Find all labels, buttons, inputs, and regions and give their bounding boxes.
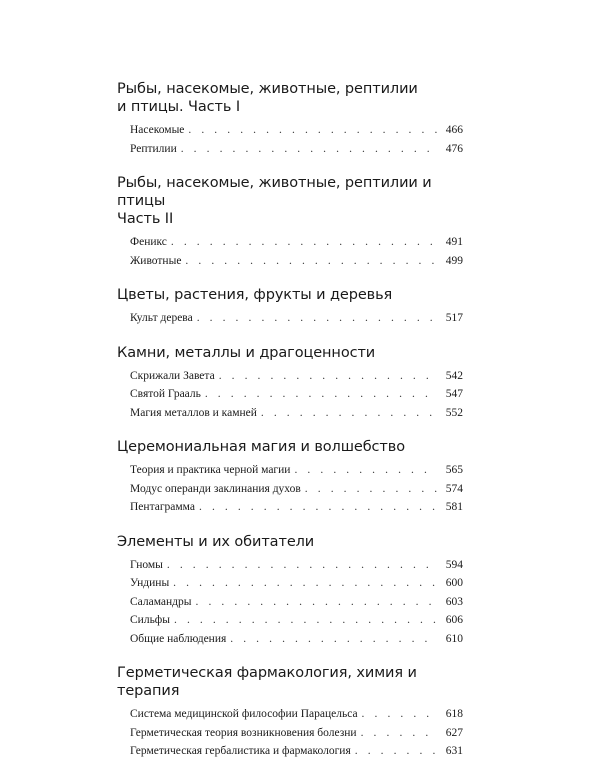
toc-section — [117, 438, 463, 517]
toc-entry[interactable] — [130, 233, 463, 252]
dot-leader — [205, 385, 437, 404]
toc-entry[interactable] — [130, 252, 463, 271]
entry-label: Герметическая теория возникновения болезни — [130, 726, 357, 739]
dot-leader — [196, 593, 437, 612]
section-title — [117, 286, 463, 304]
section-title-line: Герметическая фармакология, химия и терапия — [117, 665, 417, 699]
entry-page-number: 491 — [445, 236, 463, 248]
entry-label: Саламандры — [130, 595, 192, 608]
section-title-line: Часть II — [117, 211, 174, 227]
dot-leader — [173, 574, 437, 593]
dot-leader — [230, 630, 437, 649]
entry-page-number: 610 — [445, 632, 463, 645]
section-title — [117, 664, 463, 700]
entry-label: Насекомые — [130, 124, 185, 136]
entry-label: Сильфы — [130, 614, 170, 626]
dot-leader — [185, 252, 437, 271]
section-title — [117, 438, 463, 456]
entry-label: Культ дерева — [130, 312, 193, 324]
toc-entry[interactable] — [130, 611, 463, 630]
entry-page-number: 466 — [445, 124, 463, 136]
dot-leader — [355, 742, 437, 761]
entry-label: Система медицинской философии Парацельса — [130, 708, 358, 720]
section-title — [117, 174, 463, 228]
entry-page-number: 547 — [445, 388, 463, 400]
section-title-line: Камни, металлы и драгоценности — [117, 344, 376, 361]
toc-section — [117, 344, 463, 423]
toc-section — [117, 533, 463, 649]
entry-page-number: 631 — [445, 745, 463, 757]
toc-section — [117, 664, 463, 761]
toc-entry[interactable] — [130, 461, 463, 480]
section-title-line: Церемониальная магия и волшебство — [117, 439, 405, 455]
toc-entry[interactable] — [130, 574, 463, 593]
dot-leader — [199, 498, 437, 517]
section-title-line: Элементы и их обитатели — [117, 533, 315, 550]
entry-page-number: 600 — [445, 577, 463, 589]
table-of-contents — [117, 80, 463, 777]
dot-leader — [171, 233, 437, 252]
dot-leader — [181, 140, 437, 159]
dot-leader — [219, 367, 437, 386]
dot-leader — [305, 480, 437, 499]
toc-entry[interactable] — [130, 121, 463, 140]
dot-leader — [294, 461, 437, 480]
section-title — [117, 344, 463, 362]
entry-page-number: 606 — [445, 614, 463, 626]
entry-label: Животные — [130, 254, 182, 267]
entry-label: Теория и практика черной магии — [130, 464, 291, 476]
entry-page-number: 476 — [445, 142, 463, 155]
entry-label: Пентаграмма — [130, 501, 195, 513]
dot-leader — [174, 611, 437, 630]
toc-entry[interactable] — [130, 630, 463, 649]
entry-page-number: 618 — [445, 708, 463, 720]
dot-leader — [188, 121, 437, 140]
dot-leader — [362, 705, 437, 724]
entry-label: Святой Грааль — [130, 388, 201, 400]
section-title — [117, 533, 463, 551]
entry-page-number: 603 — [445, 595, 463, 608]
toc-entry[interactable] — [130, 367, 463, 386]
entry-label: Рептилии — [130, 142, 177, 155]
toc-section — [117, 80, 463, 158]
entry-page-number: 552 — [445, 406, 463, 419]
dot-leader — [167, 556, 437, 575]
toc-entry[interactable] — [130, 593, 463, 612]
toc-entry[interactable] — [130, 404, 463, 423]
toc-entry[interactable] — [130, 705, 463, 724]
entry-label: Скрижали Завета — [130, 369, 215, 382]
toc-entry[interactable] — [130, 742, 463, 761]
toc-entry[interactable] — [130, 480, 463, 499]
toc-section — [117, 286, 463, 328]
entry-page-number: 581 — [445, 501, 463, 513]
section-title-line: Рыбы, насекомые, животные, рептилии — [117, 81, 418, 97]
entry-label: Магия металлов и камней — [130, 406, 257, 419]
entry-page-number: 594 — [445, 558, 463, 571]
toc-entry[interactable] — [130, 140, 463, 159]
toc-entry[interactable] — [130, 724, 463, 743]
toc-entry[interactable] — [130, 385, 463, 404]
dot-leader — [261, 404, 437, 423]
toc-entry[interactable] — [130, 556, 463, 575]
entry-page-number: 542 — [445, 369, 463, 382]
entry-label: Ундины — [130, 577, 170, 589]
entry-page-number: 565 — [445, 464, 463, 476]
entry-page-number: 517 — [445, 312, 463, 324]
section-title-line: и птицы. Часть I — [117, 99, 240, 115]
section-title — [117, 80, 463, 116]
entry-label: Общие наблюдения — [130, 632, 227, 645]
toc-entry[interactable] — [130, 309, 463, 328]
dot-leader — [197, 309, 437, 328]
entry-label: Модус операнди заклинания духов — [130, 482, 301, 495]
section-title-line: Рыбы, насекомые, животные, рептилии и птицы — [117, 175, 432, 209]
entry-label: Феникс — [130, 236, 167, 248]
toc-entry[interactable] — [130, 498, 463, 517]
toc-section — [117, 174, 463, 270]
dot-leader — [361, 724, 437, 743]
entry-page-number: 627 — [445, 726, 463, 739]
section-title-line: Цветы, растения, фрукты и деревья — [117, 287, 393, 303]
entry-label: Герметическая гербалистика и фармакология — [130, 745, 351, 757]
entry-label: Гномы — [130, 558, 163, 571]
entry-page-number: 574 — [445, 482, 463, 495]
entry-page-number: 499 — [445, 254, 463, 267]
